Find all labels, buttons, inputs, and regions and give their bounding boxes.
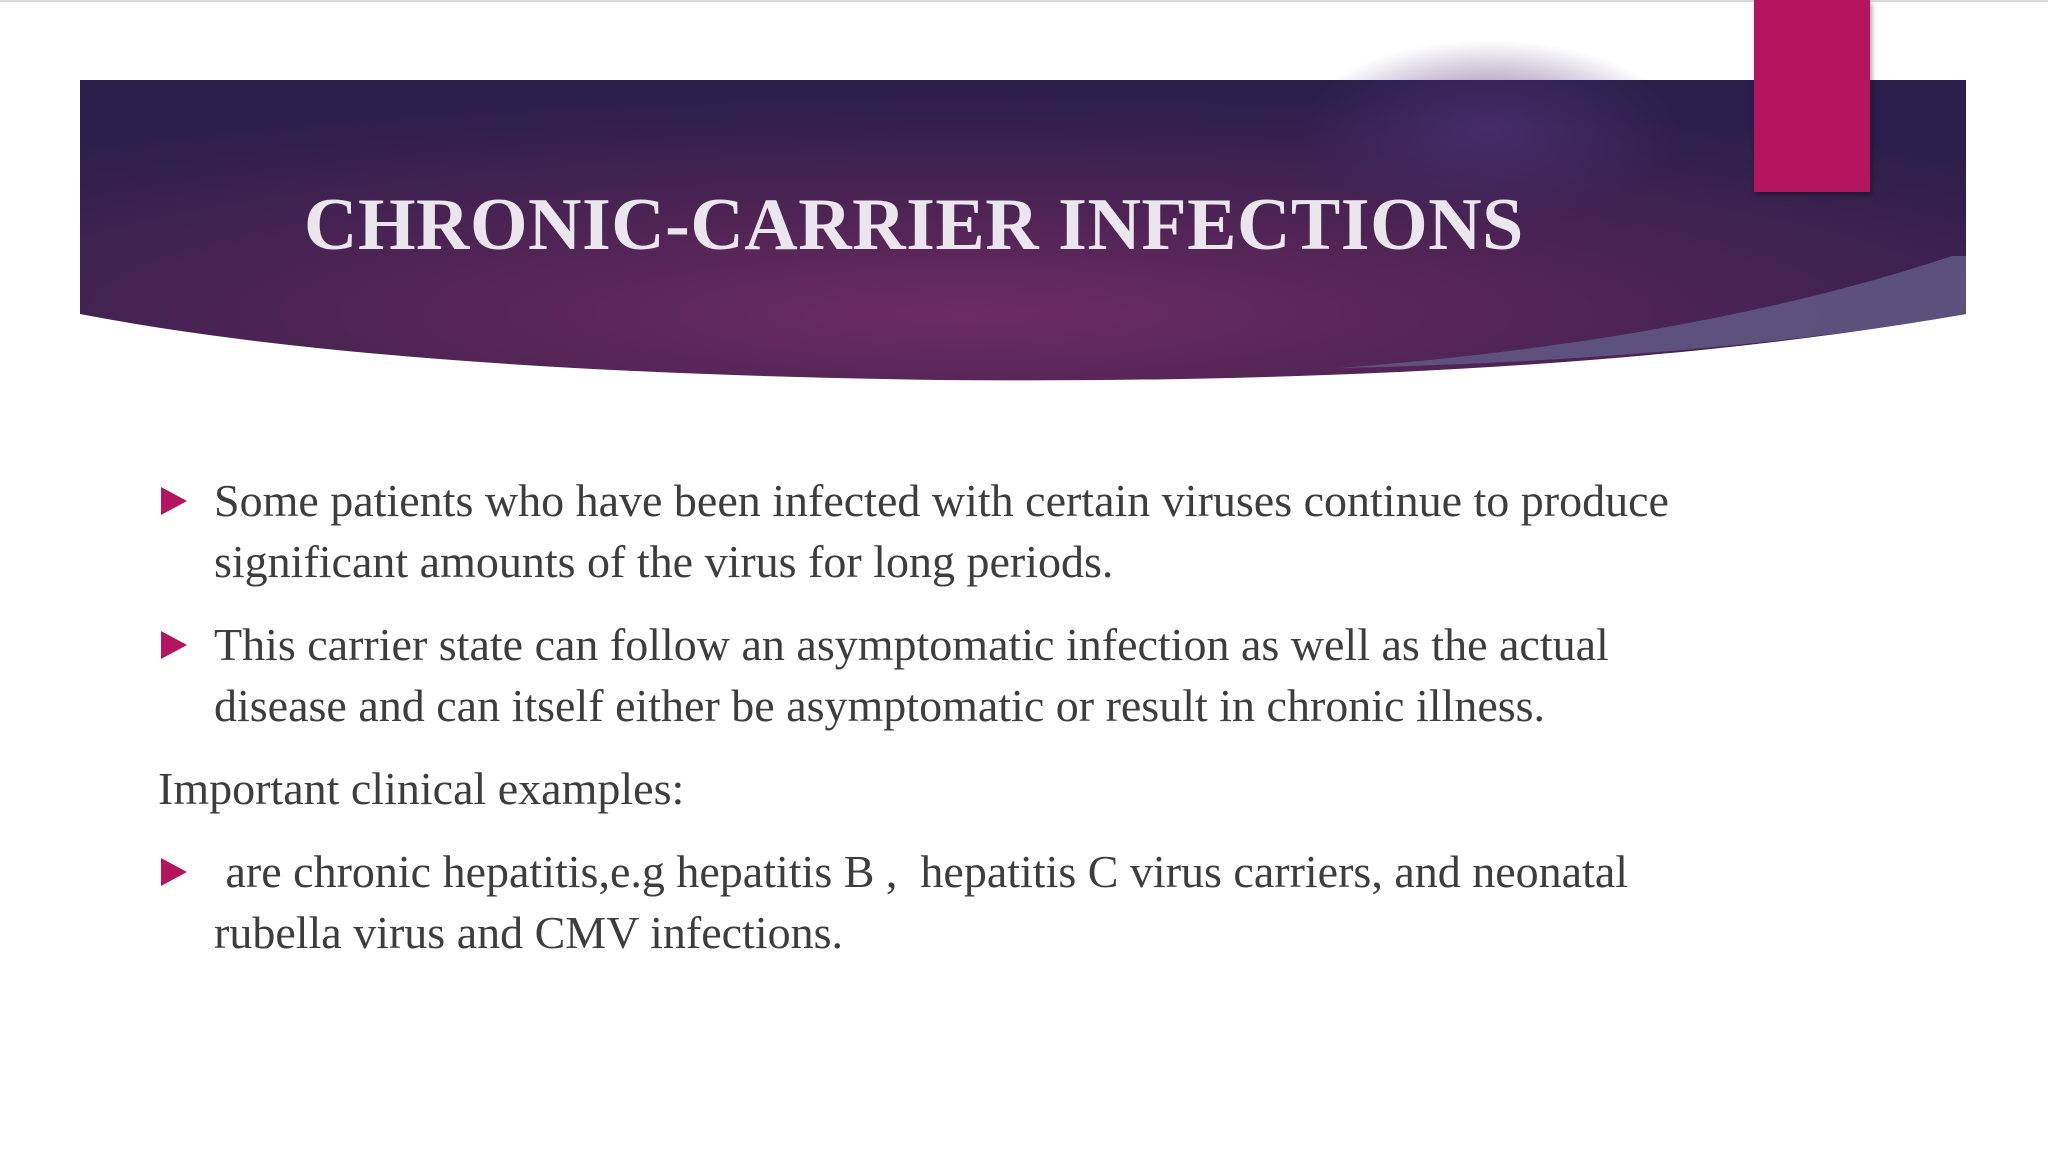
examples-heading: Important clinical examples: (158, 763, 685, 814)
slide-title: CHRONIC-CARRIER INFECTIONS (304, 184, 1524, 266)
bullet-line: significant amounts of the virus for long periods. (214, 536, 1114, 587)
bullet-line: rubella virus and CMV infections. (214, 907, 843, 958)
triangle-right-icon (161, 487, 187, 515)
bullet-item (158, 614, 1858, 736)
triangle-right-icon (161, 858, 187, 886)
accent-tab (1754, 0, 1870, 192)
bullet-item (158, 841, 1858, 963)
bullet-item (158, 470, 1858, 592)
bullet-line: disease and can itself either be asymptomatic or result in chronic illness. (214, 680, 1546, 731)
triangle-right-icon (161, 631, 187, 659)
bullet-line: This carrier state can follow an asymptomatic infection as well as the actual (214, 619, 1609, 670)
slide-body (158, 470, 1858, 985)
bullet-line: Some patients who have been infected with certain viruses continue to produce (214, 475, 1669, 526)
bullet-line: are chronic hepatitis,e.g hepatitis B , hepatitis C virus carriers, and neonatal (214, 846, 1629, 897)
